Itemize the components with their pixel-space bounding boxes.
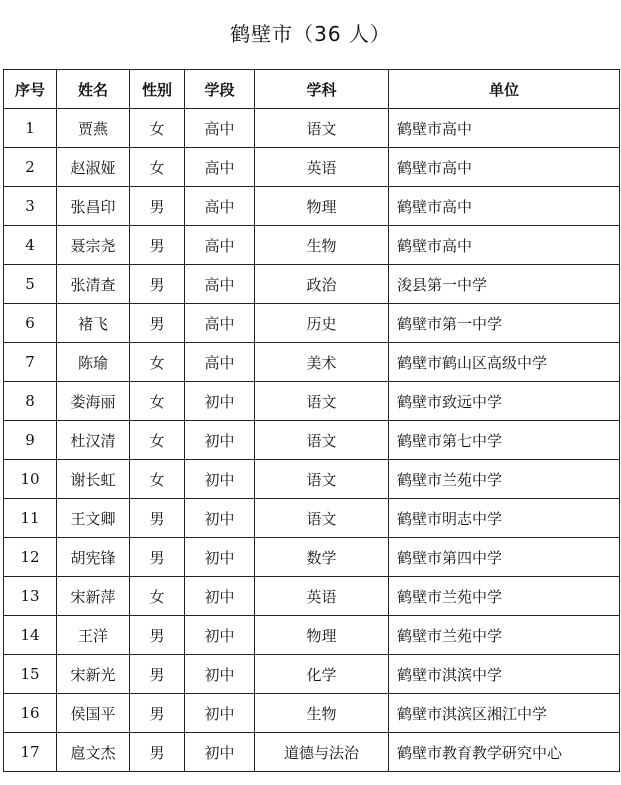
header-num: 序号 bbox=[4, 70, 57, 109]
cell-unit: 鹤壁市兰苑中学 bbox=[389, 460, 620, 499]
cell-gender: 男 bbox=[130, 304, 185, 343]
table-row bbox=[4, 733, 620, 772]
cell-subject: 物理 bbox=[255, 187, 389, 226]
cell-num: 1 bbox=[4, 109, 57, 148]
cell-stage: 高中 bbox=[185, 148, 255, 187]
cell-stage: 高中 bbox=[185, 109, 255, 148]
cell-unit: 鹤壁市淇滨区湘江中学 bbox=[389, 694, 620, 733]
cell-name: 宋新光 bbox=[57, 655, 130, 694]
cell-unit: 鹤壁市教育教学研究中心 bbox=[389, 733, 620, 772]
cell-num: 10 bbox=[4, 460, 57, 499]
cell-unit: 浚县第一中学 bbox=[389, 265, 620, 304]
cell-subject: 语文 bbox=[255, 421, 389, 460]
table-row bbox=[4, 694, 620, 733]
table-row bbox=[4, 226, 620, 265]
cell-num: 13 bbox=[4, 577, 57, 616]
cell-unit: 鹤壁市鹤山区高级中学 bbox=[389, 343, 620, 382]
cell-gender: 女 bbox=[130, 148, 185, 187]
cell-name: 赵淑娅 bbox=[57, 148, 130, 187]
cell-subject: 物理 bbox=[255, 616, 389, 655]
table-row bbox=[4, 616, 620, 655]
header-stage: 学段 bbox=[185, 70, 255, 109]
cell-subject: 语文 bbox=[255, 460, 389, 499]
table-header-row bbox=[4, 70, 620, 109]
cell-name: 宋新萍 bbox=[57, 577, 130, 616]
cell-subject: 政治 bbox=[255, 265, 389, 304]
table-body bbox=[4, 109, 620, 772]
cell-stage: 初中 bbox=[185, 421, 255, 460]
cell-subject: 生物 bbox=[255, 694, 389, 733]
cell-num: 7 bbox=[4, 343, 57, 382]
cell-name: 褚飞 bbox=[57, 304, 130, 343]
cell-subject: 英语 bbox=[255, 577, 389, 616]
cell-num: 8 bbox=[4, 382, 57, 421]
table-row bbox=[4, 265, 620, 304]
cell-stage: 初中 bbox=[185, 460, 255, 499]
cell-unit: 鹤壁市高中 bbox=[389, 109, 620, 148]
cell-unit: 鹤壁市高中 bbox=[389, 148, 620, 187]
cell-stage: 初中 bbox=[185, 538, 255, 577]
cell-subject: 语文 bbox=[255, 109, 389, 148]
cell-unit: 鹤壁市兰苑中学 bbox=[389, 616, 620, 655]
cell-unit: 鹤壁市淇滨中学 bbox=[389, 655, 620, 694]
cell-subject: 美术 bbox=[255, 343, 389, 382]
cell-stage: 高中 bbox=[185, 304, 255, 343]
cell-name: 扈文杰 bbox=[57, 733, 130, 772]
cell-name: 张昌印 bbox=[57, 187, 130, 226]
cell-stage: 初中 bbox=[185, 733, 255, 772]
cell-gender: 女 bbox=[130, 109, 185, 148]
cell-gender: 男 bbox=[130, 226, 185, 265]
cell-gender: 男 bbox=[130, 538, 185, 577]
cell-gender: 女 bbox=[130, 382, 185, 421]
table-row bbox=[4, 148, 620, 187]
cell-num: 2 bbox=[4, 148, 57, 187]
cell-num: 4 bbox=[4, 226, 57, 265]
table-row bbox=[4, 499, 620, 538]
table-row bbox=[4, 538, 620, 577]
cell-gender: 男 bbox=[130, 694, 185, 733]
table-row bbox=[4, 421, 620, 460]
table-row bbox=[4, 655, 620, 694]
page-title: 鹤壁市（36 人） bbox=[230, 22, 391, 46]
header-name: 姓名 bbox=[57, 70, 130, 109]
cell-subject: 生物 bbox=[255, 226, 389, 265]
cell-num: 14 bbox=[4, 616, 57, 655]
cell-stage: 初中 bbox=[185, 382, 255, 421]
cell-gender: 男 bbox=[130, 187, 185, 226]
cell-name: 杜汉清 bbox=[57, 421, 130, 460]
cell-name: 王文卿 bbox=[57, 499, 130, 538]
cell-gender: 女 bbox=[130, 343, 185, 382]
cell-stage: 高中 bbox=[185, 187, 255, 226]
cell-stage: 高中 bbox=[185, 265, 255, 304]
cell-name: 王洋 bbox=[57, 616, 130, 655]
cell-gender: 男 bbox=[130, 733, 185, 772]
cell-stage: 初中 bbox=[185, 499, 255, 538]
cell-unit: 鹤壁市明志中学 bbox=[389, 499, 620, 538]
header-subject: 学科 bbox=[255, 70, 389, 109]
cell-name: 张清查 bbox=[57, 265, 130, 304]
cell-num: 5 bbox=[4, 265, 57, 304]
cell-subject: 历史 bbox=[255, 304, 389, 343]
cell-unit: 鹤壁市第四中学 bbox=[389, 538, 620, 577]
cell-num: 6 bbox=[4, 304, 57, 343]
cell-stage: 初中 bbox=[185, 655, 255, 694]
cell-stage: 高中 bbox=[185, 226, 255, 265]
cell-unit: 鹤壁市高中 bbox=[389, 226, 620, 265]
cell-name: 贾燕 bbox=[57, 109, 130, 148]
cell-name: 聂宗尧 bbox=[57, 226, 130, 265]
cell-gender: 男 bbox=[130, 499, 185, 538]
cell-name: 谢长虹 bbox=[57, 460, 130, 499]
table-row bbox=[4, 304, 620, 343]
cell-num: 9 bbox=[4, 421, 57, 460]
cell-gender: 女 bbox=[130, 460, 185, 499]
cell-num: 15 bbox=[4, 655, 57, 694]
cell-name: 陈瑜 bbox=[57, 343, 130, 382]
cell-unit: 鹤壁市兰苑中学 bbox=[389, 577, 620, 616]
header-gender: 性别 bbox=[130, 70, 185, 109]
cell-stage: 初中 bbox=[185, 577, 255, 616]
cell-stage: 初中 bbox=[185, 694, 255, 733]
cell-num: 12 bbox=[4, 538, 57, 577]
cell-unit: 鹤壁市第七中学 bbox=[389, 421, 620, 460]
table-row bbox=[4, 343, 620, 382]
cell-num: 11 bbox=[4, 499, 57, 538]
cell-subject: 语文 bbox=[255, 382, 389, 421]
header-unit: 单位 bbox=[389, 70, 620, 109]
cell-subject: 语文 bbox=[255, 499, 389, 538]
roster-table bbox=[3, 69, 620, 772]
cell-stage: 高中 bbox=[185, 343, 255, 382]
cell-subject: 数学 bbox=[255, 538, 389, 577]
table-row bbox=[4, 382, 620, 421]
table-row bbox=[4, 187, 620, 226]
cell-gender: 女 bbox=[130, 577, 185, 616]
cell-stage: 初中 bbox=[185, 616, 255, 655]
cell-name: 侯国平 bbox=[57, 694, 130, 733]
cell-subject: 英语 bbox=[255, 148, 389, 187]
cell-subject: 化学 bbox=[255, 655, 389, 694]
table-row bbox=[4, 109, 620, 148]
cell-gender: 男 bbox=[130, 655, 185, 694]
cell-num: 3 bbox=[4, 187, 57, 226]
cell-gender: 男 bbox=[130, 265, 185, 304]
cell-unit: 鹤壁市第一中学 bbox=[389, 304, 620, 343]
cell-name: 娄海丽 bbox=[57, 382, 130, 421]
cell-gender: 女 bbox=[130, 421, 185, 460]
table-row bbox=[4, 460, 620, 499]
cell-num: 17 bbox=[4, 733, 57, 772]
cell-subject: 道德与法治 bbox=[255, 733, 389, 772]
cell-unit: 鹤壁市高中 bbox=[389, 187, 620, 226]
cell-gender: 男 bbox=[130, 616, 185, 655]
table-row bbox=[4, 577, 620, 616]
cell-unit: 鹤壁市致远中学 bbox=[389, 382, 620, 421]
cell-name: 胡宪锋 bbox=[57, 538, 130, 577]
cell-num: 16 bbox=[4, 694, 57, 733]
